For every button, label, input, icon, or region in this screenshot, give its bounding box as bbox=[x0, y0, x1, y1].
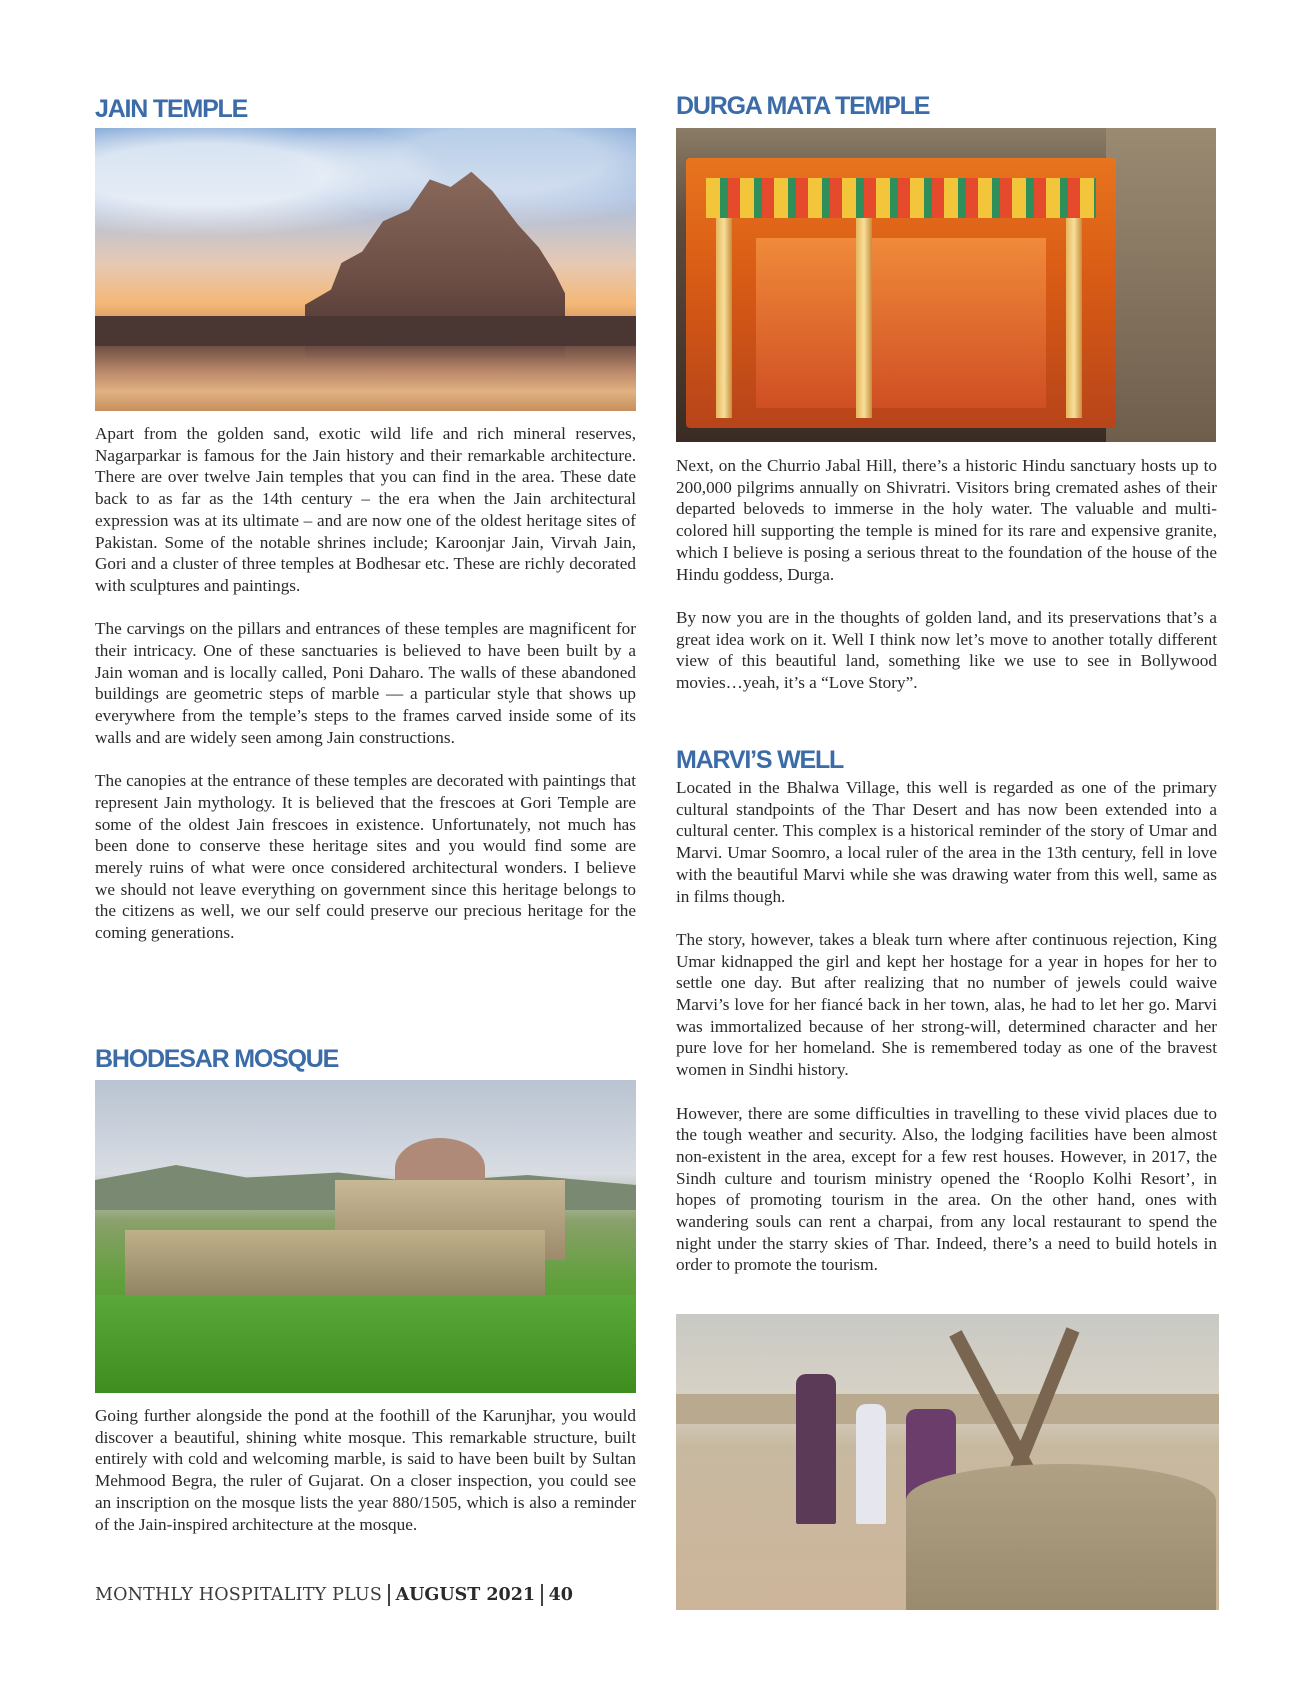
bhodesar-mosque-body bbox=[95, 1405, 636, 1535]
photo-stone-well bbox=[906, 1464, 1216, 1610]
paragraph: Apart from the golden sand, exotic wild life and rich mineral reserves, Nagarparkar is famous for the Jain history and their remarkable architecture. There are over twelve Jain temples that you can find in the area. These date back to as far as the 14th century – the era when the Jain architectural expression was at its ultimate – and are now one of the oldest heritage sites of Pakistan. Some of the notable shrines include; Karoonjar Jain, Virvah Jain, Gori and a cluster of three temples at Bodhesar etc. These are richly decorated with sculptures and paintings. bbox=[95, 424, 636, 595]
paragraph: Next, on the Churrio Jabal Hill, there’s a historic Hindu sanctuary hosts up to 200,000 pilgrims annually on Shivratri. Visitors bring cremated ashes of their departed beloveds to immerse in the holy water. The valuable and multi-colored hill supporting the temple is mined for its rare and expensive granite, which I believe is posing a serious threat to the foundation of the house of the Hindu goddess, Durga. bbox=[676, 456, 1217, 584]
photo-grass bbox=[95, 1295, 636, 1393]
paragraph: The carvings on the pillars and entrances of these temples are magnificent for their intricacy. One of these sanctuaries is believed to have been built by a Jain woman and is locally called, Poni Daharo. The walls of these abandoned buildings are geometric steps of marble — a particular style that shows up everywhere from the temple’s steps to the frames carved inside some of its walls and are widely seen among Jain constructions. bbox=[95, 619, 636, 747]
bhodesar-mosque-photo bbox=[95, 1080, 636, 1393]
heading-bhodesar-mosque: BHODESAR MOSQUE bbox=[95, 1045, 339, 1073]
footer-divider bbox=[541, 1584, 543, 1606]
photo-rock bbox=[1106, 128, 1216, 442]
footer-publication: MONTHLY HOSPITALITY PLUS bbox=[95, 1585, 383, 1605]
heading-jain-temple: JAIN TEMPLE bbox=[95, 95, 248, 123]
paragraph: The canopies at the entrance of these temples are decorated with paintings that represent Jain mythology. It is believed that the frescoes at Gori Temple are some of the oldest Jain frescoes in existence. Unfortunately, not much has been done to conserve these heritage sites and you would find some are merely ruins of what were once considered architectural wonders. I believe we should not leave everything on government since this heritage belongs to the citizens as well, we our self could preserve our precious heritage for the coming generations. bbox=[95, 771, 636, 943]
photo-pillar bbox=[716, 218, 732, 418]
photo-water-reflection bbox=[95, 346, 636, 411]
footer-issue: AUGUST 2021 bbox=[395, 1585, 536, 1605]
paragraph: However, there are some difficulties in travelling to these vivid places due to the tough weather and security. Also, the lodging facilities have been almost non-existent in the area, except for a few rest houses. However, in 2017, the Sindh culture and tourism ministry opened the ‘Rooplo Kolhi Resort’, in hopes of promoting tourism in the area. On the other hand, ones with wandering souls can rent a charpai, from any local restaurant to spend the night under the starry skies of Thar. Indeed, there’s a need to build hotels in order to promote the tourism. bbox=[676, 1103, 1217, 1275]
paragraph: The story, however, takes a bleak turn where after continuous rejection, King Umar kidnapped the girl and kept her hostage for a year in hopes for her to settle one day. But after realizing that no number of jewels could waive Marvi’s love for her fiancé back in her town, alas, he had to let her go. Marvi was immortalized because of her strong-will, determined character and her pure love for her homeland. She is remembered today as one of the bravest women in Sindhi history. bbox=[676, 929, 1217, 1080]
photo-person bbox=[856, 1404, 886, 1524]
photo-person bbox=[796, 1374, 836, 1524]
heading-durga-mata-temple: DURGA MATA TEMPLE bbox=[676, 92, 930, 120]
marvis-well-photo bbox=[676, 1314, 1219, 1610]
heading-marvis-well: MARVI’S WELL bbox=[676, 746, 844, 774]
jain-temple-photo bbox=[95, 128, 636, 411]
paragraph: Going further alongside the pond at the foothill of the Karunjhar, you would discover a beautiful, shining white mosque. This remarkable structure, built entirely with cold and welcoming marble, is said to have been built by Sultan Mehmood Begra, the ruler of Gujarat. On a closer inspection, you could see an inscription on the mosque lists the year 880/1505, which is also a reminder of the Jain-inspired architecture at the mosque. bbox=[95, 1406, 636, 1534]
footer-divider bbox=[388, 1584, 390, 1606]
photo-shrine-interior bbox=[756, 238, 1046, 408]
photo-platform bbox=[95, 316, 636, 346]
photo-wall bbox=[125, 1230, 545, 1300]
marvis-well-body bbox=[676, 777, 1217, 1276]
durga-mata-temple-body bbox=[676, 455, 1217, 694]
photo-shrine bbox=[686, 158, 1116, 428]
paragraph: Located in the Bhalwa Village, this well is regarded as one of the primary cultural standpoints of the Thar Desert and has now been extended into a cultural center. This complex is a historical reminder of the story of Umar and Marvi. Umar Soomro, a local ruler of the area in the 13th century, fell in love with the beautiful Marvi while she was drawing water from this well, same as in films though. bbox=[676, 778, 1217, 906]
photo-pillar bbox=[1066, 218, 1082, 418]
page-footer bbox=[95, 1584, 573, 1606]
footer-page-number: 40 bbox=[548, 1585, 573, 1605]
photo-arch bbox=[706, 178, 1096, 218]
paragraph: By now you are in the thoughts of golden land, and its preservations that’s a great idea work on it. Well I think now let’s move to another totally different view of this beautiful land, something like we use to see in Bollywood movies…yeah, it’s a “Love Story”. bbox=[676, 607, 1217, 693]
photo-pillar bbox=[856, 218, 872, 418]
durga-mata-temple-photo bbox=[676, 128, 1216, 442]
jain-temple-body bbox=[95, 423, 636, 944]
